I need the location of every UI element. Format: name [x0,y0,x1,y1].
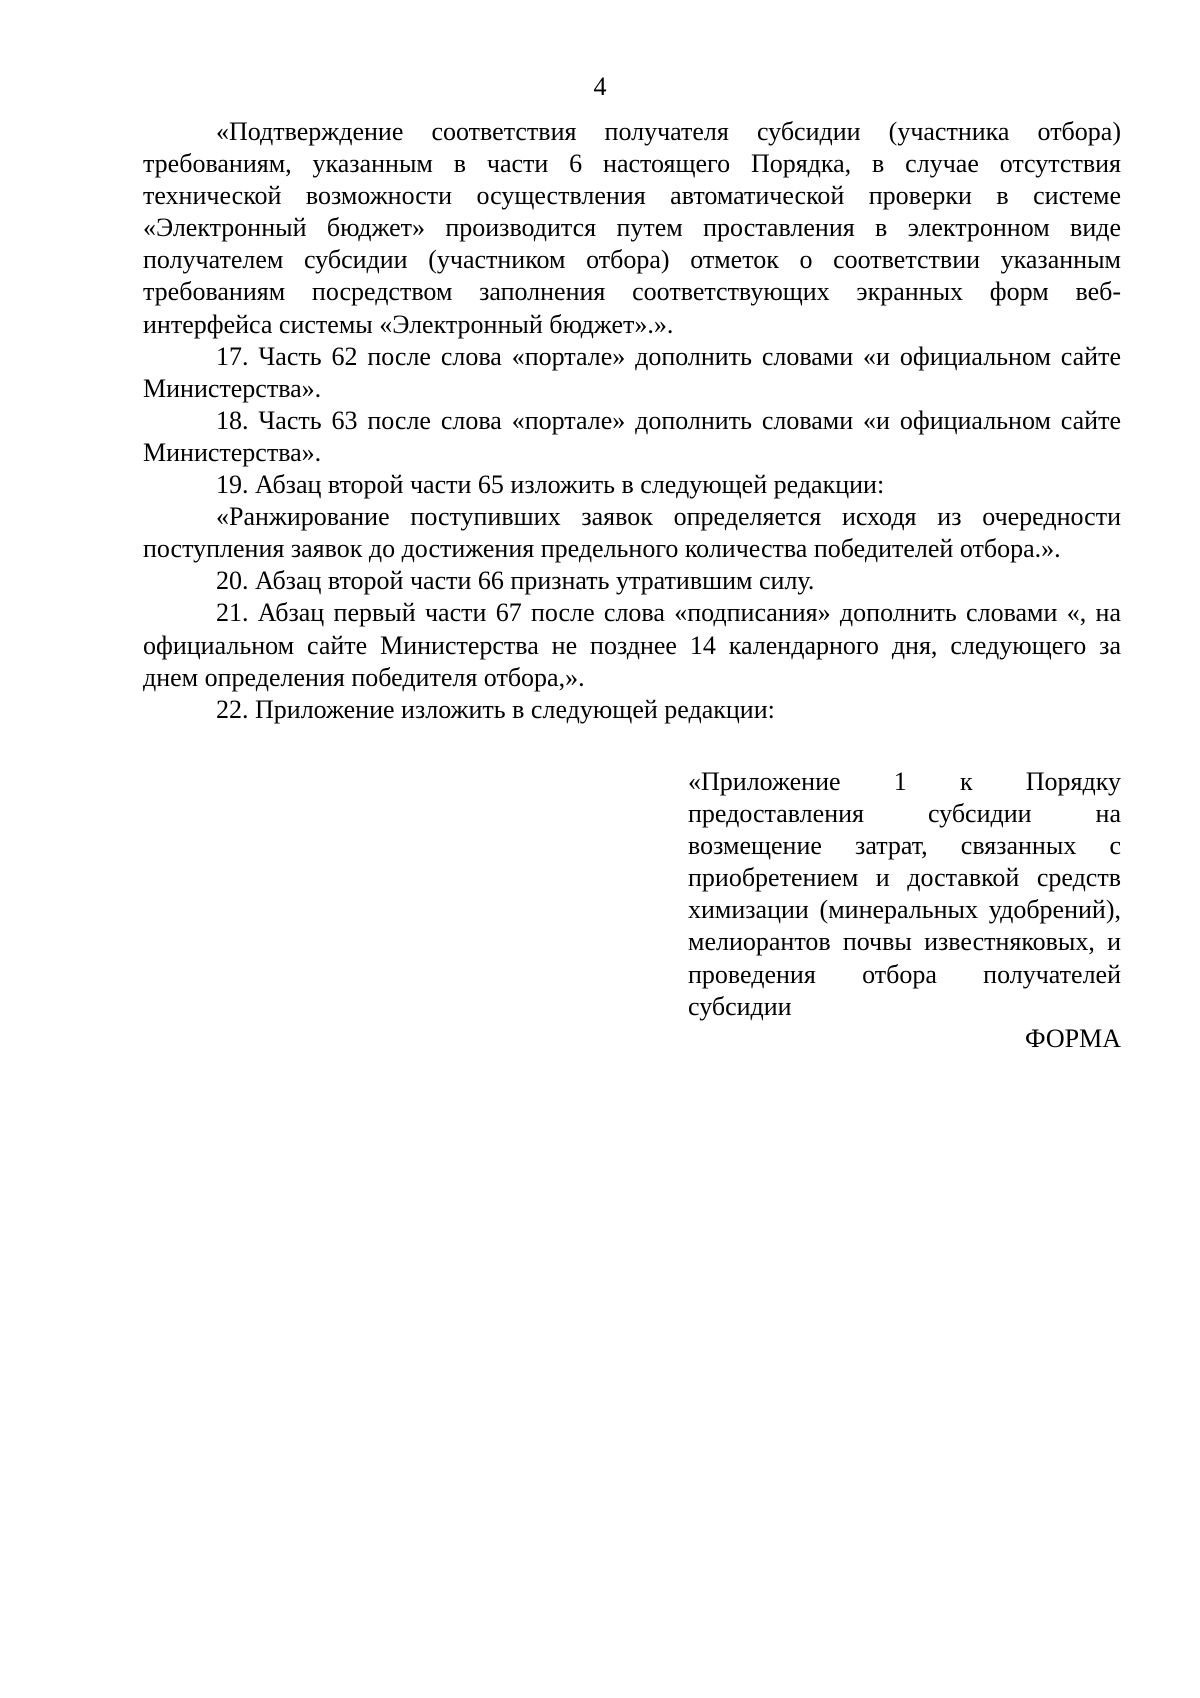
paragraph-quote-ranking: «Ранжирование поступивших заявок определяется исходя из очередности поступления заявок до достижения предельного количества победителей отбора.». [143,502,1121,564]
appendix-header [688,766,1121,1055]
paragraph-item-19: 19. Абзац второй части 65 изложить в следующей редакции: [216,470,885,500]
paragraph-item-22: 22. Приложение изложить в следующей редакции: [216,694,775,724]
paragraph-quote-confirmation: «Подтверждение соответствия получателя субсидии (участника отбора) требованиям, указанным в части 6 настоящего Порядка, в случае отсутствия технической возможности осуществления автоматической проверки в системе «Электронный бюджет» производится путем проставления в электронном виде получателем субсидии (участником отбора) отметок о соответствии указанным требованиям посредством заполнения соответствующих экранных форм веб-интерфейса системы «Электронный бюджет».». [143,117,1121,339]
appendix-title: «Приложение 1 к Порядку предоставления субсидии на возмещение затрат, связанных с приобретением и доставкой средств химизации (минеральных удобрений), мелиорантов почвы известняковых, и проведения отбора получателей субсидии [688,767,1121,1021]
document-body [143,116,1121,726]
paragraph-item-20: 20. Абзац второй части 66 признать утратившим силу. [216,566,815,596]
paragraph-item-18: 18. Часть 63 после слова «портале» дополнить словами «и официальном сайте Министерства». [143,405,1121,467]
paragraph-item-17: 17. Часть 62 после слова «портале» дополнить словами «и официальном сайте Министерства». [143,341,1121,403]
paragraph-item-21: 21. Абзац первый части 67 после слова «подписания» дополнить словами «, на официальном сайте Министерства не позднее 14 календарного дня, следующего за днем определения победителя отбора,». [143,598,1121,692]
form-label: ФОРМА [1025,1023,1121,1053]
page-number: 4 [593,72,607,101]
